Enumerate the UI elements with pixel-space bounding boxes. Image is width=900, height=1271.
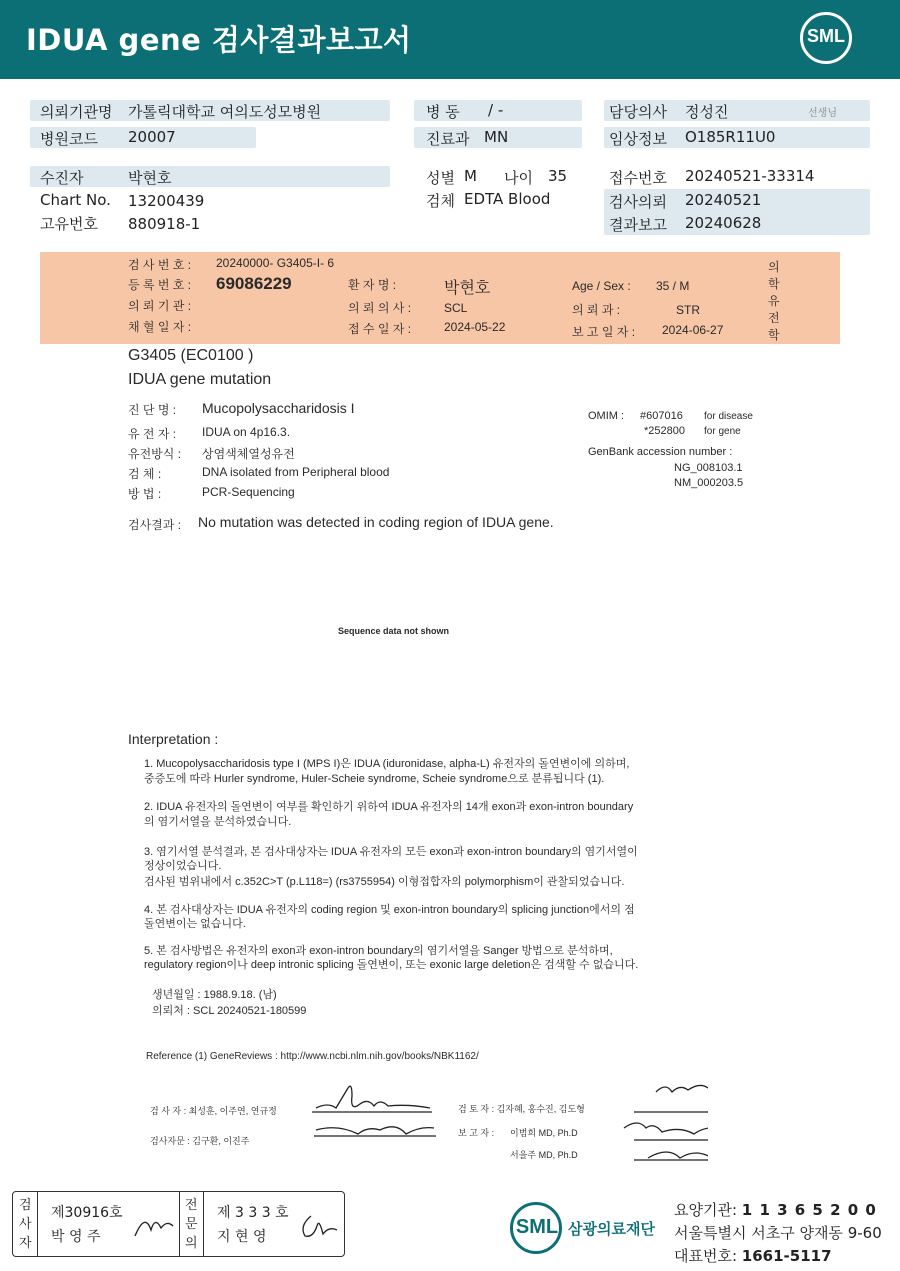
phone-line (674, 1245, 832, 1266)
reg-no-label: 등 록 번 호 : (128, 278, 192, 292)
scan-receipt-label: 접 수 일 자 : (348, 322, 412, 336)
doctor-suffix: 선생님 (808, 108, 837, 119)
sample-label: 검 체 : (128, 467, 162, 481)
chart-value: 13200439 (128, 192, 205, 210)
omim-label: OMIM : (588, 410, 625, 422)
inherit-value: 상염색체열성유전 (202, 447, 295, 461)
sex-label: 성별 (426, 169, 455, 187)
test-no-label: 검 사 번 호 : (128, 258, 192, 272)
scan-dept: STR (676, 303, 700, 317)
clinical-label: 임상정보 (609, 130, 667, 148)
scan-dept-label: 의 뢰 과 : (572, 303, 621, 317)
scanned-report (40, 240, 840, 1190)
lab-side-char: 학 (768, 277, 780, 291)
phone-label: 대표번호: (674, 1247, 742, 1265)
sml-logo-text: SML (807, 26, 845, 46)
examiner-stamp-signature (131, 1206, 175, 1246)
institution-code: 1 1 3 6 5 2 0 0 (741, 1201, 877, 1219)
box-divider (179, 1192, 180, 1256)
institution-value: 가톨릭대학교 여의도성모병원 (128, 103, 322, 121)
requester: 의뢰처 : SCL 20240521-180599 (152, 1005, 307, 1017)
interpretation-title: Interpretation : (128, 731, 219, 747)
method-label: 방 법 : (128, 487, 162, 501)
age-sex-label: Age / Sex : (572, 279, 631, 293)
specialist-license: 제 3 3 3 호 (217, 1205, 289, 1221)
hospital-code-value: 20007 (128, 128, 176, 146)
report-date-value: 20240628 (685, 214, 762, 232)
birth-date: 생년월일 : 1988.9.18. (남) (152, 989, 277, 1001)
age-value: 35 (548, 167, 568, 185)
report-title: IDUA gene 검사결과보고서 (26, 23, 412, 57)
scan-doctor-label: 의 뢰 의 사 : (348, 301, 412, 315)
omim-disease-note: for disease (704, 411, 753, 422)
interpretation-line: 1. Mucopolysaccharidosis type I (MPS I)은 IDUA (iduronidase, alpha-L) 유전자의 돌연변이에 의하며, (144, 758, 630, 770)
examiners: 검 사 자 : 최성훈, 이주연, 연규정 (150, 1106, 277, 1116)
receipt-value: 20240521-33314 (685, 167, 815, 185)
box-divider (203, 1192, 204, 1256)
interpretation-line: 2. IDUA 유전자의 돌연변이 여부를 확인하기 위하여 IDUA 유전자의 14개 exon과 exon-intron boundary (144, 801, 634, 813)
result-label: 검사결과 : (128, 518, 182, 532)
examiner-license: 제30916호 (51, 1205, 123, 1221)
institution-code-label: 요양기관: (674, 1201, 742, 1219)
signatures (308, 1068, 708, 1168)
receipt-label: 접수번호 (609, 169, 667, 187)
request-value: 20240521 (685, 191, 762, 209)
report-header (0, 0, 900, 79)
reporter1-signature (624, 1123, 708, 1134)
interpretation-line: 돌연변이는 없습니다. (144, 918, 246, 930)
lab-address: 서울특별시 서초구 양재동 9-60 (674, 1224, 882, 1242)
specialist-box-label (185, 1196, 198, 1253)
institution-label: 의뢰기관명 (40, 103, 113, 121)
interpretation-line: 4. 본 검사대상자는 IDUA 유전자의 coding region 및 exon-intron boundary의 splicing junction에서의 점 (144, 904, 635, 916)
brand-name: 삼광의료재단 (568, 1220, 655, 1238)
doctor-value: 정성진 (685, 103, 729, 121)
brand-logo-text: SML (515, 1216, 559, 1238)
institution-code-line (674, 1199, 877, 1220)
age-label: 나이 (504, 169, 533, 187)
patient-label: 수진자 (40, 169, 84, 187)
chart-label: Chart No. (40, 191, 111, 209)
dept-value: MN (484, 128, 509, 146)
specimen-label: 검체 (426, 192, 455, 210)
patient-value: 박현호 (128, 169, 172, 187)
test-name: IDUA gene mutation (128, 371, 272, 388)
scan-report-date: 2024-06-27 (662, 323, 724, 337)
inherit-label: 유전방식 : (128, 447, 182, 461)
specimen-value: EDTA Blood (464, 190, 551, 208)
advisor-signature (316, 1127, 434, 1134)
hospital-code-label: 병원코드 (40, 130, 98, 148)
gene-value: IDUA on 4p16.3. (202, 425, 291, 439)
dept-label: 진료과 (426, 130, 470, 148)
scan-patient: 박현호 (444, 280, 491, 297)
genbank-ng: NG_008103.1 (674, 462, 743, 474)
box-divider (37, 1192, 38, 1256)
lab-side-char: 유 (768, 294, 780, 308)
sml-logo (800, 12, 852, 64)
certification-box (12, 1191, 345, 1257)
reporter2-signature (648, 1152, 708, 1158)
specialist-box-char: 전 (185, 1198, 198, 1213)
test-code: G3405 (EC0100 ) (128, 347, 254, 364)
interpretation-line: regulatory region이나 deep intronic splicing 돌연변이, 또는 exonic large deletion은 검색할 수 없습니다. (144, 959, 639, 971)
scan-patient-label: 환 자 명 : (348, 278, 397, 292)
phone-number: 1661-5117 (741, 1247, 832, 1265)
lab-side-label (768, 259, 780, 344)
doctor-label: 담당의사 (609, 103, 667, 121)
omim-gene: *252800 (644, 425, 685, 437)
interpretation-line: 검사된 범위내에서 c.352C>T (p.L118=) (rs3755954) 이형접합자의 polymorphism이 관찰되었습니다. (144, 876, 625, 888)
genbank-nm: NM_000203.5 (674, 477, 744, 489)
reviewer-signature (656, 1085, 708, 1092)
age-sex: 35 / M (656, 279, 690, 293)
scan-report-label: 보 고 일 자 : (572, 325, 636, 339)
lab-side-char: 전 (768, 311, 780, 325)
advisors: 검사자문 : 김구환, 이진주 (150, 1136, 250, 1146)
sample-value: DNA isolated from Peripheral blood (202, 465, 390, 479)
lab-side-char: 의 (768, 260, 780, 274)
examiner-box-char: 검 (19, 1198, 32, 1213)
method-value: PCR-Sequencing (202, 485, 295, 499)
interpretation-line: 5. 본 검사방법은 유전자의 exon과 exon-intron boundary의 염기서열을 Sanger 방법으로 분석하며, (144, 945, 613, 957)
specialist-name: 지 현 영 (217, 1229, 267, 1245)
sequence-note: Sequence data not shown (338, 626, 450, 636)
reporter-label: 보 고 자 : (458, 1128, 495, 1138)
clinical-value: O185R11U0 (685, 128, 776, 146)
reporter-2: 서을주 MD, Ph.D (510, 1150, 578, 1160)
omim-gene-note: for gene (704, 426, 741, 437)
inst-label: 의 뢰 기 관 : (128, 299, 192, 313)
reg-no: 69086229 (216, 274, 292, 293)
result-value: No mutation was detected in coding region of IDUA gene. (198, 514, 554, 530)
scan-doctor: SCL (444, 301, 468, 315)
ward-value: / - (488, 101, 504, 119)
lab-side-char: 학 (768, 328, 780, 342)
gene-label: 유 전 자 : (128, 427, 177, 441)
examiner-box-char: 사 (19, 1217, 32, 1232)
interpretation-line: 중증도에 따라 Hurler syndrome, Huler-Scheie syndrome, Scheie syndrome으로 분류됩니다 (1). (144, 773, 605, 785)
specialist-box-char: 의 (185, 1236, 198, 1251)
omim-disease: #607016 (640, 410, 683, 422)
request-label: 검사의뢰 (609, 193, 667, 211)
collect-label: 채 혈 일 자 : (128, 320, 192, 334)
id-value: 880918-1 (128, 215, 201, 233)
interpretation-line: 의 염기서열을 분석하였습니다. (144, 816, 292, 828)
id-label: 고유번호 (40, 215, 98, 233)
report-date-label: 결과보고 (609, 216, 667, 234)
scan-receipt-date: 2024-05-22 (444, 320, 506, 334)
ward-label: 병 동 (426, 103, 460, 121)
info-bar-patient (30, 166, 390, 187)
examiner-box-char: 자 (19, 1236, 32, 1251)
test-no: 20240000- G3405-I- 6 (216, 256, 335, 270)
diag-label: 진 단 명 : (128, 403, 177, 417)
examiner-signature (316, 1086, 430, 1108)
interpretation-line: 정상이었습니다. (144, 860, 222, 872)
reviewers: 검 토 자 : 김자혜, 홍수진, 김도형 (458, 1104, 585, 1114)
brand-logo (510, 1202, 562, 1254)
specialist-box-char: 문 (185, 1217, 198, 1232)
reference: Reference (1) GeneReviews : http://www.ncbi.nlm.nih.gov/books/NBK1162/ (146, 1051, 479, 1062)
examiner-box-label (19, 1196, 32, 1253)
specialist-stamp-signature (295, 1208, 341, 1246)
examiner-name: 박 영 주 (51, 1229, 101, 1245)
sex-value: M (464, 167, 477, 185)
interpretation-line: 3. 염기서열 분석결과, 본 검사대상자는 IDUA 유전자의 모든 exon과 exon-intron boundary의 염기서열이 (144, 846, 638, 858)
genbank-label: GenBank accession number : (588, 446, 733, 458)
diag-value: Mucopolysaccharidosis I (202, 400, 355, 416)
reporter-1: 이범희 MD, Ph.D (510, 1128, 578, 1138)
